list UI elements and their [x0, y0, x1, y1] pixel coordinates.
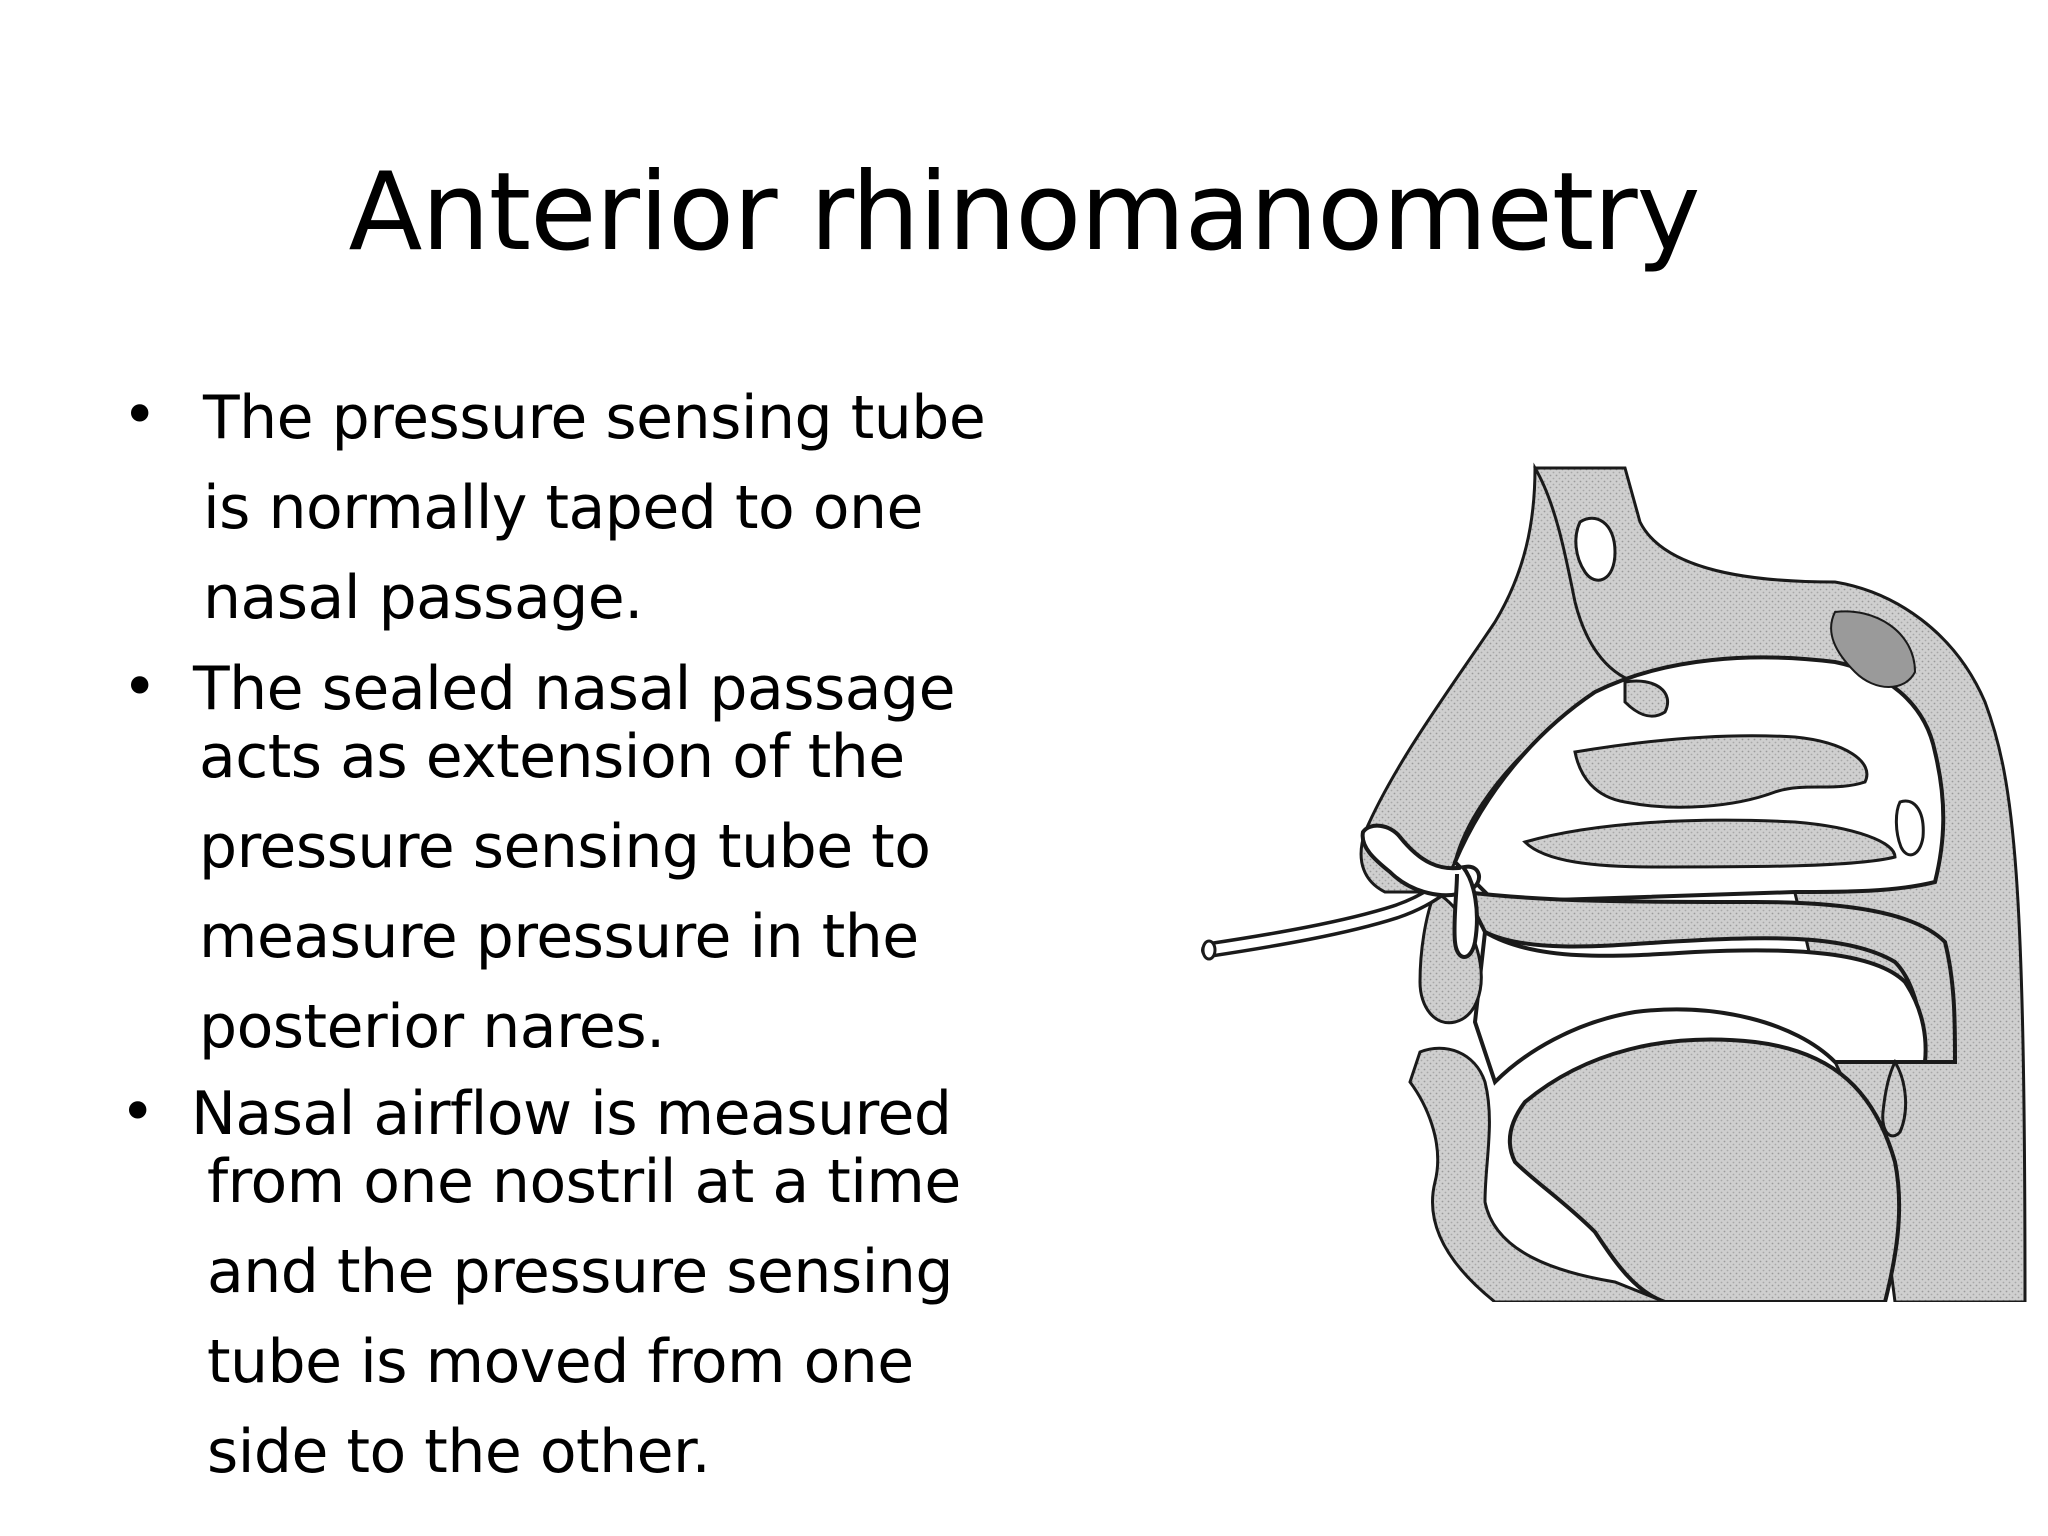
- bullet-3-line-2: from one nostril at a time: [207, 1147, 961, 1217]
- bullet-2-line-2: acts as extension of the: [199, 722, 905, 792]
- bullet-3-line-3: and the pressure sensing: [207, 1237, 953, 1307]
- bullet-3-line-4: tube is moved from one: [207, 1327, 914, 1397]
- nasal-cross-section-illustration: [1195, 462, 2035, 1302]
- bullet-3-line-1: Nasal airflow is measured: [191, 1079, 952, 1149]
- bullet-2-line-4: measure pressure in the: [199, 902, 919, 972]
- bullet-1-line-3: nasal passage.: [203, 563, 643, 633]
- bullet-2-line-5: posterior nares.: [199, 992, 665, 1062]
- bullet-1-line-2: is normally taped to one: [203, 473, 923, 543]
- tongue: [1510, 1040, 1899, 1303]
- slide-title: Anterior rhinomanometry: [348, 150, 1700, 275]
- bullet-2-line-1: The sealed nasal passage: [193, 654, 956, 724]
- bullet-1-line-1: The pressure sensing tube: [203, 383, 986, 453]
- tube-end-icon: [1203, 941, 1215, 959]
- bullet-marker: •: [122, 380, 158, 450]
- bullet-marker: •: [122, 652, 158, 722]
- bullet-3-line-5: side to the other.: [207, 1417, 711, 1487]
- eustachian-opening: [1896, 801, 1923, 855]
- bullet-2-line-3: pressure sensing tube to: [199, 812, 931, 882]
- bullet-marker: •: [120, 1077, 156, 1147]
